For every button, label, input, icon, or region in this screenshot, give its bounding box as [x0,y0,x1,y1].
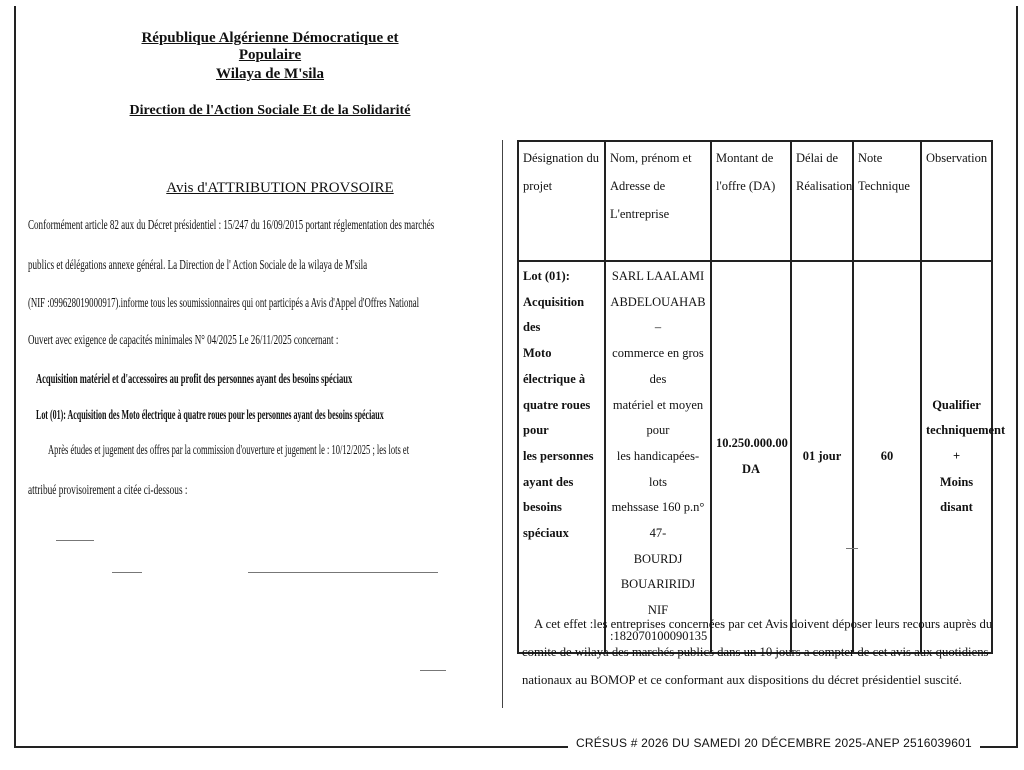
scan-mark [248,572,438,573]
cell-note: 60 [853,261,921,653]
header-designation: Désignation du projet [518,141,605,261]
cell-nom: SARL LAALAMI ABDELOUAHAB – commerce en gros des matériel et moyen pour les handicapées- lots mehssase 160 p.n° 47- BOURDJ BOUARIRIDJ NIF :182070100090135 [605,261,711,653]
avis-line-6: Lot (01): Acquisition des Moto électrique à quatre roues pour les personnes ayant des besoins spéciaux [36,407,384,422]
header-direction: Direction de l'Action Sociale Et de la Solidarité [129,103,411,118]
table-row [518,261,992,653]
attribution-table [517,140,1006,654]
scan-mark [846,548,858,549]
avis-line-4: Ouvert avec exigence de capacités minimales N° 04/2025 Le 26/11/2025 concernant : [28,332,339,347]
header-delai: Délai de Réalisation [791,141,853,261]
scan-mark [56,540,94,541]
column-divider [502,140,503,708]
avis-line-5: Acquisition matériel et d'accessoires au profit des personnes ayant des besoins spéciaux [36,371,353,386]
avis-line-1: Conformément article 82 aux du Décret présidentiel : 15/247 du 16/09/2015 portant réglementation des marchés [28,217,435,232]
avis-line-8: attribué provisoirement a citée ci-dessous : [28,482,188,497]
header-montant: Montant de l'offre (DA) [711,141,791,261]
header-republique: République Algérienne Démocratique et Populaire [141,30,399,63]
recours-paragraph: A cet effet :les entreprises concernées par cet Avis doivent déposer leurs recours auprès du comite de wilaya des marchés publics dans un 10 jours a compter de cet avis aux quotidiens nationaux au BOMOP et ce conformant aux dispositions du décret présidentiel suscité. [522,617,993,687]
cell-delai: 01 jour [791,261,853,653]
publication-footer: CRÉSUS # 2026 DU SAMEDI 20 DÉCEMBRE 2025-ANEP 2516039601 [568,736,980,750]
cell-designation: Lot (01): Acquisition des Moto électrique à quatre roues pour les personnes ayant des besoins spéciaux [518,261,605,653]
cell-observation: Qualifier techniquement + Moins disant [921,261,992,653]
header-observation: Observation [921,141,992,261]
cell-montant: 10.250.000.00 DA [711,261,791,653]
header-nom: Nom, prénom et Adresse de L'entreprise [605,141,711,261]
scan-mark [112,572,142,573]
table-header-row [518,141,992,261]
scan-mark [420,670,446,671]
avis-line-2: publics et délégations annexe général. La Direction de l' Action Sociale de la wilaya de M'sila [28,257,368,272]
avis-line-7: Après études et jugement des offres par la commission d'ouverture et jugement le : 10/12/2025 ; les lots et [48,442,410,457]
avis-line-3: (NIF :099628019000917).informe tous les soumissionnaires qui ont participés a Avis d'Appel d'Offres National [28,295,420,310]
header-note: Note Technique [853,141,921,261]
avis-title: Avis d'ATTRIBUTION PROVSOIRE [166,180,394,196]
header-wilaya: Wilaya de M'sila [215,66,325,82]
